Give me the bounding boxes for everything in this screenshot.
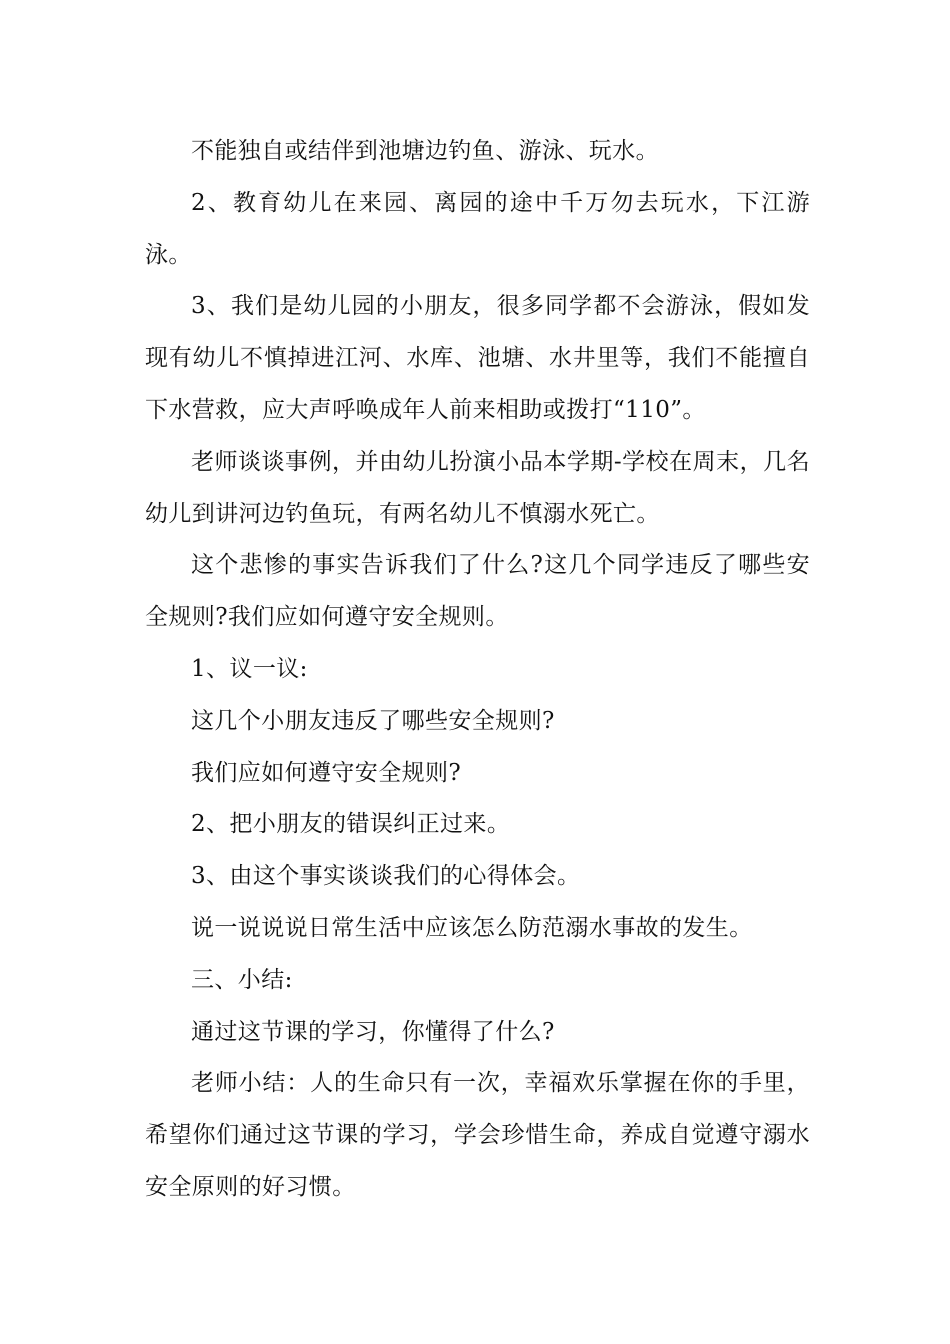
- paragraph-swimming-rule: 不能独自或结伴到池塘边钓鱼、游泳、玩水。: [191, 138, 659, 164]
- paragraph-question-follow-rules: 我们应如何遵守安全规则?: [191, 759, 462, 786]
- paragraph-share-experience: 3、由这个事实谈谈我们的心得体会。: [191, 863, 581, 890]
- paragraph-prevention-talk: 说一说说说日常生活中应该怎么防范溺水事故的发生。: [191, 914, 753, 941]
- paragraph-reflection-question: 这个悲惨的事实告诉我们了什么?这几个同学违反了哪些安全规则?我们应如何遵守安全规则。: [145, 552, 810, 631]
- paragraph-point-2: 2、教育幼儿在来园、离园的途中千万勿去玩水，下江游泳。: [145, 189, 810, 268]
- document-body: [145, 126, 810, 1214]
- paragraph-correct-mistakes: 2、把小朋友的错误纠正过来。: [191, 811, 511, 838]
- paragraph-point-3: 3、我们是幼儿园的小朋友，很多同学都不会游泳，假如发现有幼儿不慎掉进江河、水库、池塘、水井里等，我们不能擅自下水营救，应大声呼唤成年人前来相助或拨打“110”。: [145, 293, 810, 423]
- paragraph-teacher-example: 老师谈谈事例，并由幼儿扮演小品本学期-学校在周末，几名幼儿到讲河边钓鱼玩，有两名幼儿不慎溺水死亡。: [145, 448, 810, 527]
- paragraph-question-violations: 这几个小朋友违反了哪些安全规则?: [191, 707, 555, 734]
- paragraph-discuss-heading: 1、议一议:: [191, 655, 308, 682]
- paragraph-summary-question: 通过这节课的学习，你懂得了什么?: [191, 1018, 555, 1045]
- paragraph-teacher-summary: 老师小结：人的生命只有一次，幸福欢乐掌握在你的手里，希望你们通过这节课的学习，学会珍惜生命，养成自觉遵守溺水安全原则的好习惯。: [145, 1070, 810, 1200]
- section-heading-summary: 三、小结:: [191, 966, 293, 993]
